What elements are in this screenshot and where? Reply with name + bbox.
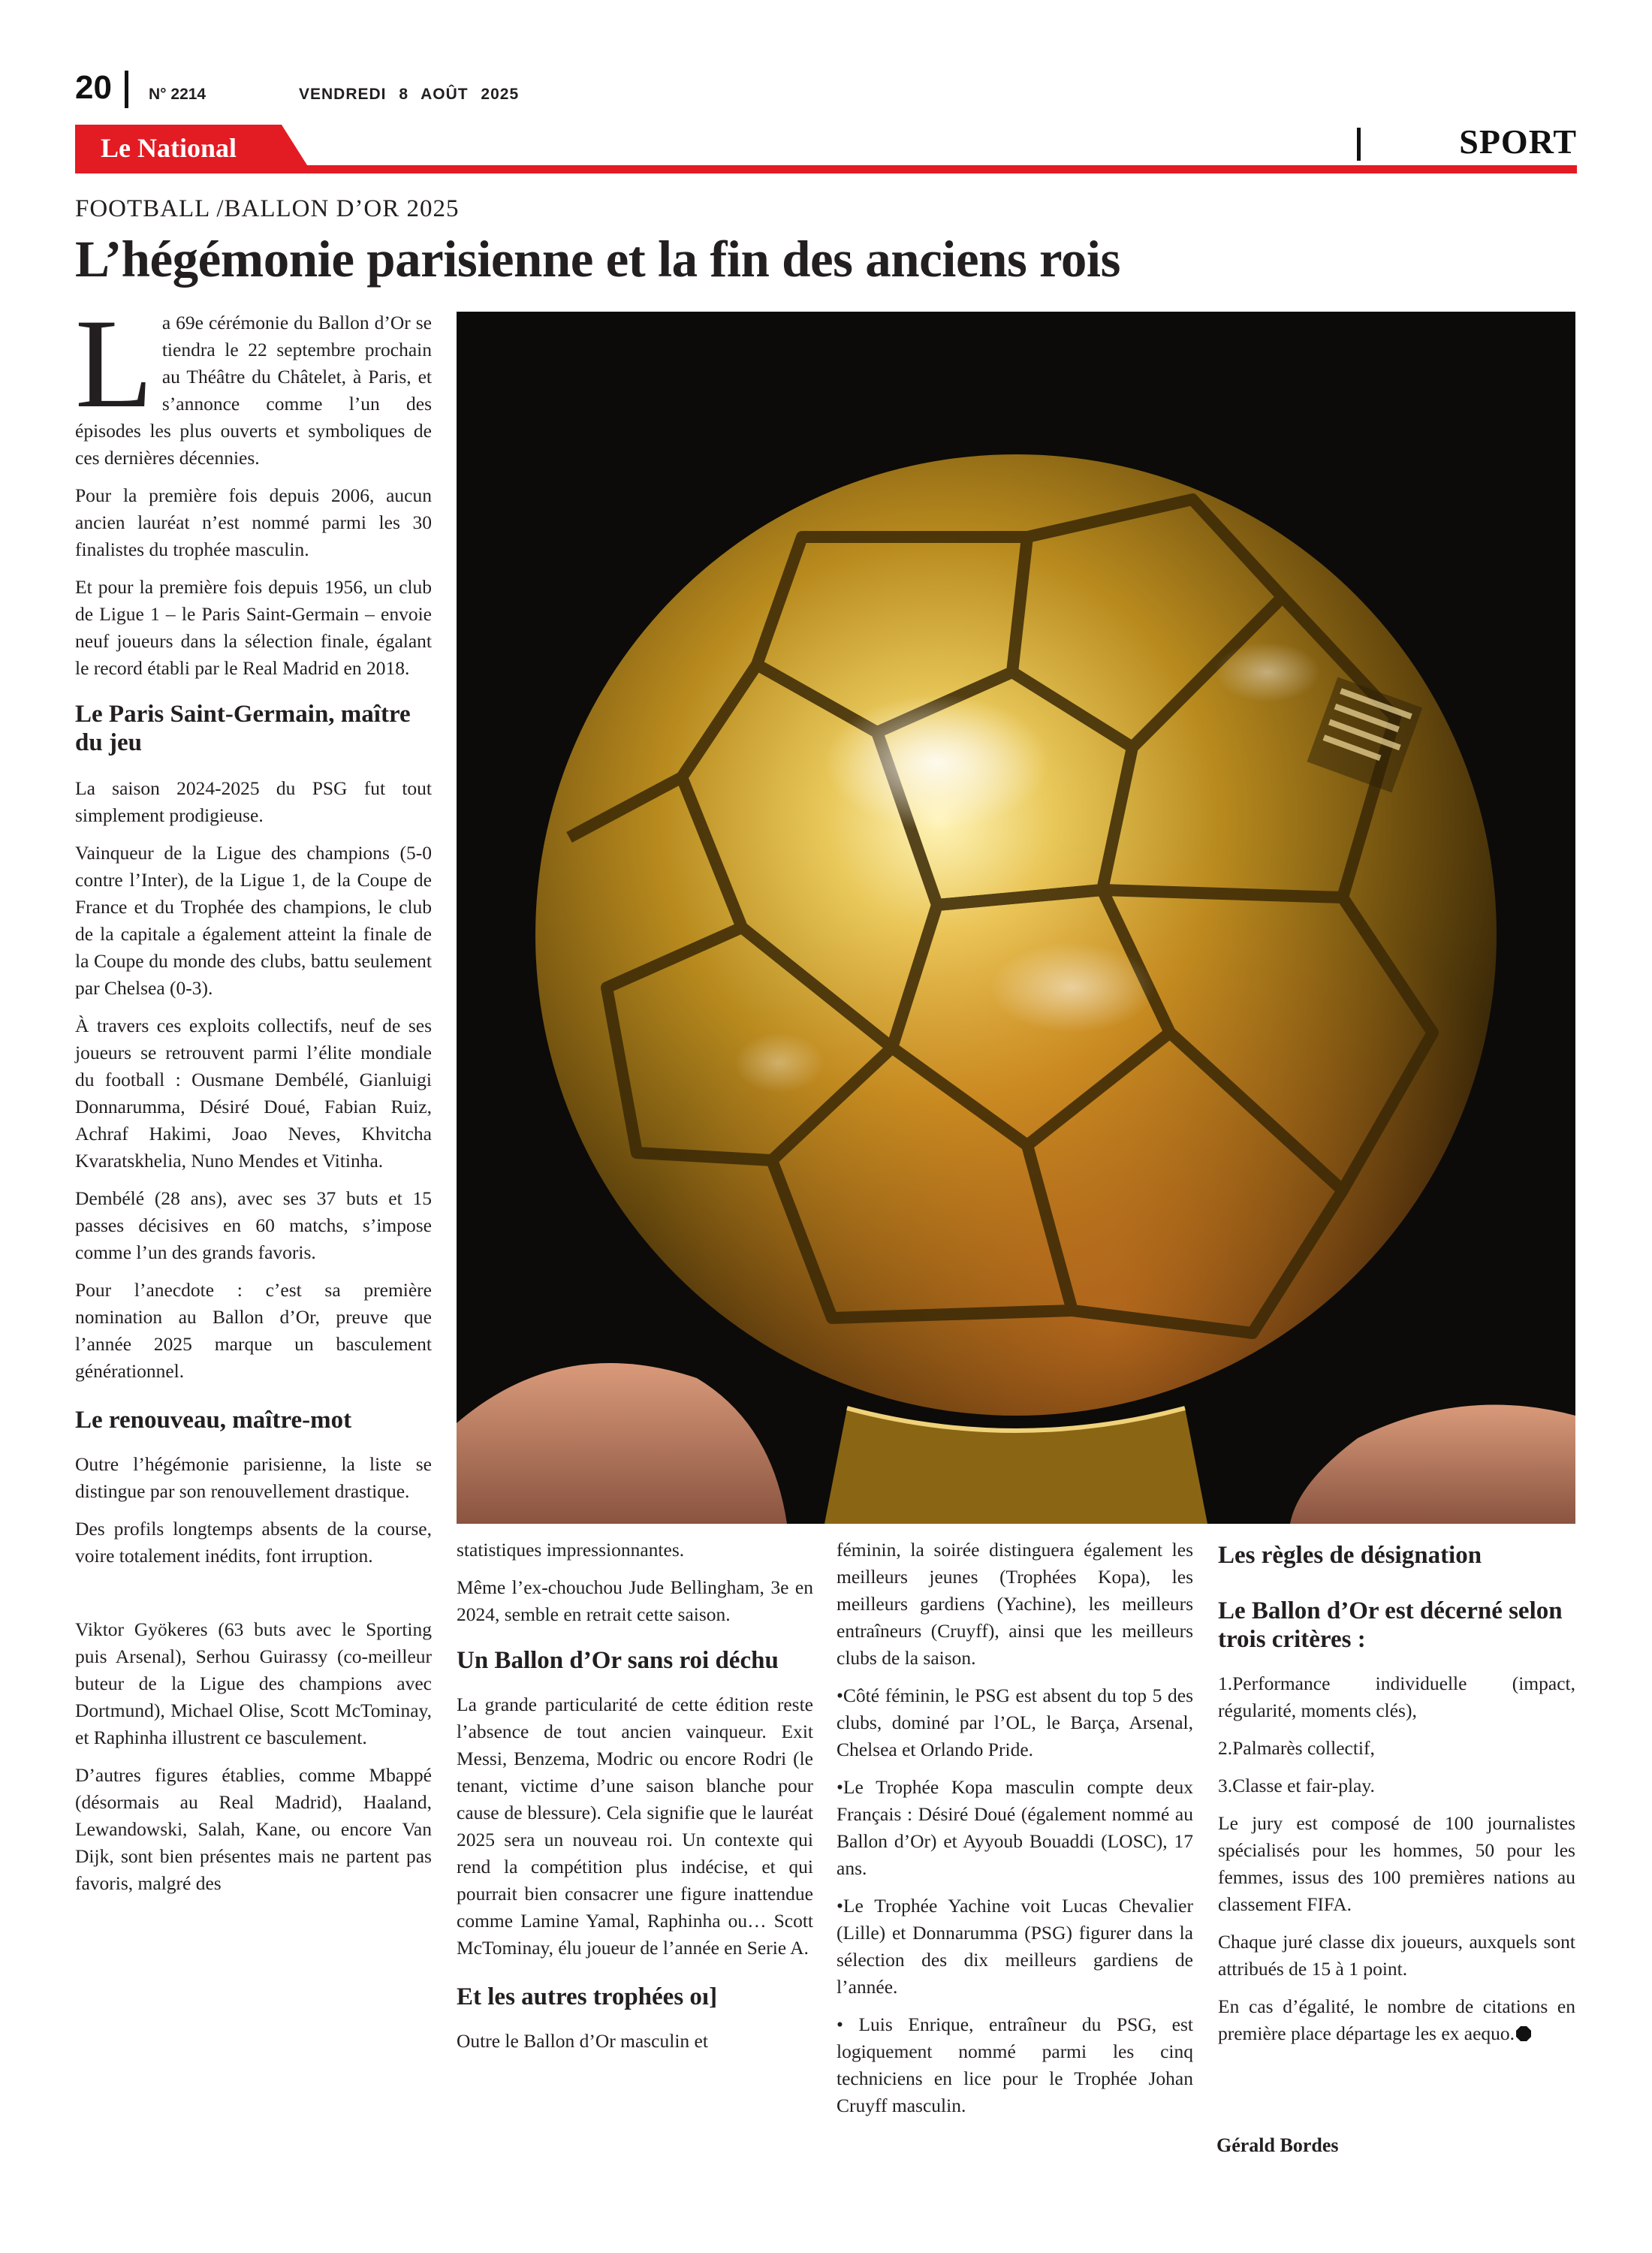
list-item: • Luis Enrique, entraîneur du PSG, est logiquement nommé parmi les cinq techniciens en lice pour le Trophée Johan Cruyff masculin. [837, 2013, 1193, 2116]
paragraph: Outre l’hégémonie parisienne, la liste se distingue par son renouvellement drastique. [75, 1453, 432, 1502]
paragraph-text: En cas d’égalité, le nombre de citations en première place départage les ex aequo. [1218, 1995, 1575, 2044]
subheading: Et les autres trophées oı] [457, 1983, 718, 2010]
subheading: Un Ballon d’Or sans roi déchu [457, 1647, 779, 1674]
paragraph: Dembélé (28 ans), avec ses 37 buts et 15 passes décisives en 60 matchs, s’impose comme l’un des grands favoris. [75, 1187, 432, 1263]
lead-paragraph: a 69e cérémonie du Ballon d’Or se tiendra le 22 septembre prochain au Théâtre du Châtelet, à Paris, et s’annonce comme l’un des épisodes les plus ouverts et symboliques de ces dernières décennies. [75, 312, 432, 469]
golden-ball-illustration [457, 312, 1575, 1524]
list-item: 3.Classe et fair-play. [1218, 1775, 1375, 1796]
paragraph: La grande particularité de cette édition reste l’absence de tout ancien vainqueur. Exit Messi, Benzema, Modric ou encore Rodri (le tenant, victime d’une saison blanche pour cause de blessure). Cela signifie que le lauréat 2025 sera un nouveau roi. Un contexte qui rend la compétition plus indécise, et qui pourrait bien consacrer une figure inattendue comme Lamine Yamal, Raphinha ou… Scott McTominay, élu joueur de l’année en Serie A. [457, 1694, 813, 1959]
paragraph: Vainqueur de la Ligue des champions (5-0 contre l’Inter), de la Ligue 1, de la Coupe de France et du Trophée des champions, le club de la capitale a également atteint la finale de la Coupe du monde des clubs, battu seulement par Chelsea (0-3). [75, 842, 432, 999]
column-4 [1218, 1541, 1575, 2058]
list-item: •Le Trophée Kopa masculin compte deux Français : Désiré Doué (également nommé au Ballon d’Or) et Ayyoub Bouaddi (LOSC), 17 ans. [837, 1776, 1193, 1879]
paragraph: Pour l’anecdote : c’est sa première nomination au Ballon d’Or, preuve que l’année 2025 marque un basculement générationnel. [75, 1279, 432, 1382]
paragraph: Des profils longtemps absents de la course, voire totalement inédits, font irruption. [75, 1518, 432, 1567]
golden-ball-photo [457, 312, 1575, 1524]
list-item: 1.Performance individuelle (impact, régularité, moments clés), [1218, 1672, 1575, 1721]
subheading: Les règles de désignation [1218, 1542, 1482, 1569]
article-kicker: FOOTBALL /BALLON D’OR 2025 [75, 195, 460, 222]
paragraph: D’autres figures établies, comme Mbappé (désormais au Real Madrid), Haaland, Lewandowski, Salah, Kane, ou encore Van Dijk, sont bien présentes mais ne partent pas favoris, malgré des [75, 1764, 432, 1894]
paragraph: Viktor Gyökeres (63 buts avec le Sporting puis Arsenal), Serhou Guirassy (co-meilleur buteur de la Ligue des champions avec Dortmund), Michael Olise, Scott McTominay, et Raphinha illustrent ce basculement. [75, 1618, 432, 1748]
issue-number: N° 2214 [149, 86, 206, 103]
paragraph: féminin, la soirée distinguera également les meilleurs jeunes (Trophées Kopa), les meilleurs gardiens (Yachine), les meilleurs entraîneurs (Cruyff), ainsi que les meilleurs clubs de la saison. [837, 1539, 1193, 1669]
list-item: •Le Trophée Yachine voit Lucas Chevalier (Lille) et Donnarumma (PSG) figurer dans la sélection des dix meilleurs gardiens de l’année. [837, 1895, 1193, 1998]
column-3 [837, 1537, 1193, 2130]
paragraph: À travers ces exploits collectifs, neuf de ses joueurs se retrouvent parmi l’élite mondiale du football : Ousmane Dembélé, Gianluigi Donnarumma, Désiré Doué, Fabian Ruiz, Achraf Hakimi, Joao Neves, Khvitcha Kvaratskhelia, Nuno Mendes et Vitinha. [75, 1015, 432, 1172]
author-byline: Gérald Bordes [1216, 2134, 1339, 2156]
paragraph: Même l’ex-chouchou Jude Bellingham, 3e en 2024, semble en retrait cette saison. [457, 1576, 813, 1625]
paragraph: Pour la première fois depuis 2006, aucun ancien lauréat n’est nommé parmi les 30 finalistes du trophée masculin. [75, 484, 432, 560]
page-number-divider [125, 71, 128, 108]
column-1 [75, 293, 432, 1908]
header-rule [75, 165, 1577, 173]
paragraph: statistiques impressionnantes. [457, 1539, 685, 1561]
subheading: Le Ballon d’Or est décerné selon trois critères : [1218, 1597, 1563, 1653]
list-item: 2.Palmarès collectif, [1218, 1737, 1375, 1759]
subheading: Le renouveau, maître-mot [75, 1407, 352, 1434]
publication-date: VENDREDI 8 AOÛT 2025 [299, 86, 520, 103]
page-number: 20 [75, 69, 112, 106]
list-item: •Côté féminin, le PSG est absent du top 5 des clubs, dominé par l’OL, le Barça, Arsenal, Chelsea et Orlando Pride. [837, 1684, 1193, 1760]
paragraph: La saison 2024-2025 du PSG fut tout simplement prodigieuse. [75, 777, 432, 826]
subheading: Le Paris Saint-Germain, maître du jeu [75, 701, 411, 756]
paragraph [1218, 1993, 1575, 2047]
section-divider [1357, 128, 1361, 161]
paragraph: Outre le Ballon d’Or masculin et [457, 2030, 708, 2052]
paragraph: Et pour la première fois depuis 1956, un club de Ligue 1 – le Paris Saint-Germain – envoie neuf joueurs dans la sélection finale, égalant le record établi par le Real Madrid en 2018. [75, 576, 432, 679]
paragraph: Le jury est composé de 100 journalistes spécialisés pour les hommes, 50 pour les femmes, issus des 100 premières nations au classement FIFA. [1218, 1812, 1575, 1915]
newspaper-logo: Le National [101, 133, 237, 163]
paragraph: Chaque juré classe dix joueurs, auxquels sont attribués de 15 à 1 point. [1218, 1931, 1575, 1980]
column-2 [457, 1537, 813, 2065]
section-label: SPORT [1459, 122, 1577, 161]
article-headline: L’hégémonie parisienne et la fin des anciens rois [75, 231, 1120, 288]
drop-cap: L [75, 293, 153, 434]
end-mark-icon [1516, 2026, 1531, 2041]
